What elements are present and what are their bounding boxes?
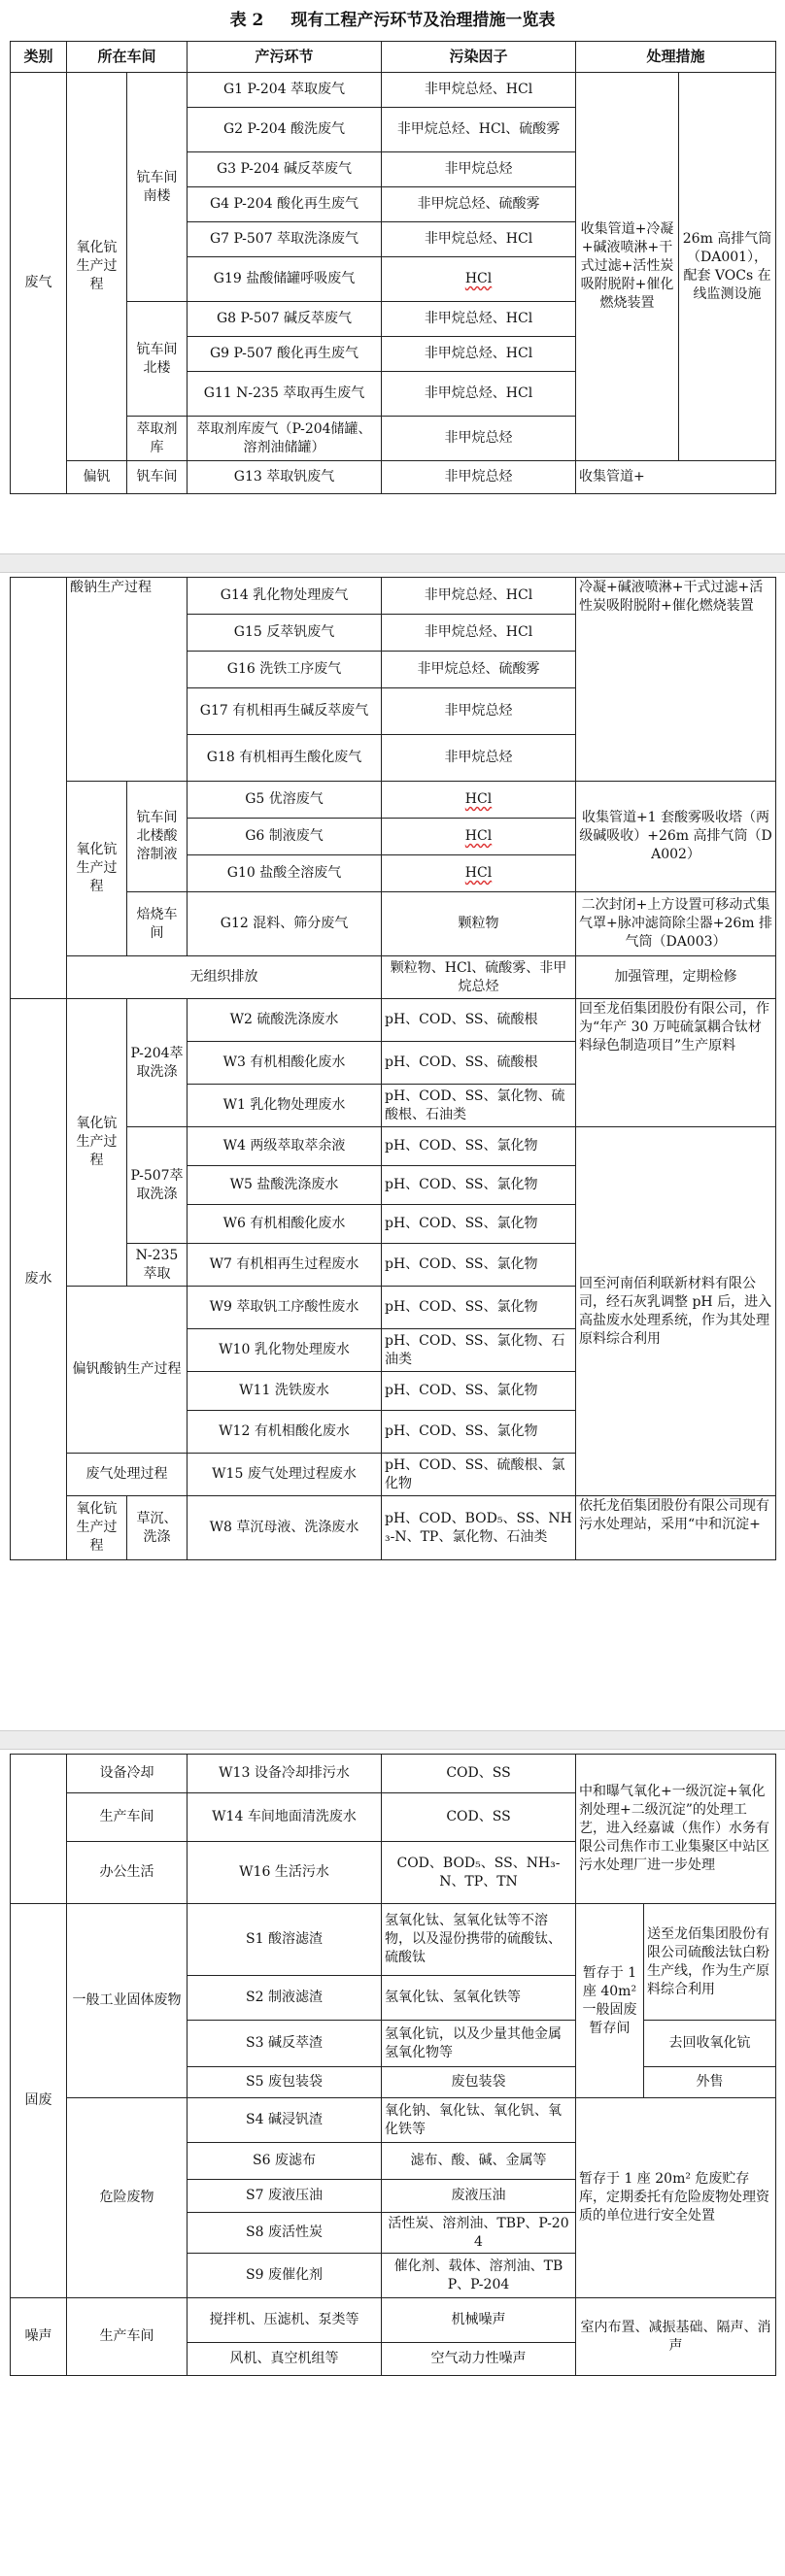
pollutant-cell: 机械噪声 [382,2298,576,2343]
pollutant-cell: 废液压油 [382,2180,576,2213]
pollutant-cell: 非甲烷总烃 [382,688,576,735]
pollutant-cell: 非甲烷总烃、HCl [382,578,576,615]
treatment-cell: 收集管道+冷凝+碱液喷淋+干式过滤+活性炭吸附脱附+催化燃烧装置 [576,73,679,461]
table-row [11,1755,776,1793]
table-title-text: 现有工程产污环节及治理措施一览表 [290,11,556,30]
source-cell: S9 废催化剂 [188,2254,382,2298]
pollutant-cell: 滤布、酸、碱、金属等 [382,2143,576,2180]
treatment-cell: 二次封闭+上方设置可移动式集气罩+脉冲滤筒除尘器+26m 排气筒（DA003） [576,892,776,956]
workshop-cell: 设备冷却 [67,1755,188,1793]
source-cell: W10 乳化物处理废水 [188,1329,382,1372]
source-cell: W2 硫酸洗涤废水 [188,999,382,1042]
pollutant-cell: 氢氧化钪，以及少量其他金属氢氧化物等 [382,2021,576,2067]
pollutant-cell: 非甲烷总烃、HCl、硫酸雾 [382,108,576,152]
table-part-1 [10,41,775,494]
source-cell: G15 反萃钒废气 [188,615,382,652]
subworkshop-cell: P-507萃取洗涤 [127,1127,188,1244]
source-cell: W5 盐酸洗涤废水 [188,1166,382,1205]
source-cell: W6 有机相酸化废水 [188,1205,382,1244]
pollutant-cell: 非甲烷总烃、HCl [382,302,576,337]
table-part-3 [10,1754,775,2376]
pollutant-cell: pH、COD、SS、硫酸根 [382,1042,576,1085]
treatment-cell: 外售 [644,2067,776,2098]
pollutant-cell: pH、COD、SS、氯化物 [382,1287,576,1329]
pollutant-cell: 非甲烷总烃 [382,461,576,494]
subworkshop-cell: 钒车间 [127,461,188,494]
pollutant-cell: 催化剂、载体、溶剂油、TBP、P-204 [382,2254,576,2298]
page-separator [0,553,785,573]
source-cell: G7 P-507 萃取洗涤废气 [188,222,382,257]
pollutant-cell: 氢氧化钛、氢氧化铁等 [382,1976,576,2021]
source-cell: S7 废液压油 [188,2180,382,2213]
category-cell [11,1755,67,1904]
source-cell: G11 N-235 萃取再生废气 [188,372,382,417]
storage-cell: 暂存于 1 座 40m² 一般固废暂存间 [576,1904,644,2098]
source-cell: S1 酸溶滤渣 [188,1904,382,1976]
treatment-cell: 回至河南佰利联新材料有限公司，经石灰乳调整 pH 后，进入高盐废水处理系统，作为其处理原料综合利用 [576,1127,776,1496]
source-cell: W7 有机相再生过程废水 [188,1244,382,1287]
source-cell: W11 洗铁废水 [188,1372,382,1411]
source-cell: G14 乳化物处理废气 [188,578,382,615]
workshop-cell: 氧化钪生产过程 [67,1496,127,1560]
table-number: 表 2 [229,11,264,30]
treatment-cell: 依托龙佰集团股份有限公司现有污水处理站，采用“中和沉淀+ [576,1496,776,1560]
header-treatment: 处理措施 [576,42,776,73]
source-cell: S6 废滤布 [188,2143,382,2180]
pollutant-cell: 非甲烷总烃 [382,152,576,187]
pollutant-cell: pH、COD、SS、氯化物 [382,1205,576,1244]
pollutant-cell: pH、COD、SS、硫酸根、氯化物 [382,1454,576,1496]
pollutant-cell: pH、COD、SS、氯化物 [382,1127,576,1166]
table-part-2 [10,577,775,1560]
pollutant-cell: pH、COD、SS、氯化物 [382,1166,576,1205]
subworkshop-cell: N-235萃取 [127,1244,188,1287]
source-cell: W16 生活污水 [188,1842,382,1904]
category-cell: 噪声 [11,2298,67,2376]
pollutant-cell: COD、SS [382,1755,576,1793]
pollutant-cell: pH、COD、SS、硫酸根 [382,999,576,1042]
table-row [11,1904,776,1976]
pollutant-cell: 氧化钠、氧化钛、氧化钒、氧化铁等 [382,2098,576,2143]
subworkshop-cell: 萃取剂库 [127,417,188,461]
source-cell: G17 有机相再生碱反萃废气 [188,688,382,735]
workshop-cell: 酸钠生产过程 [67,578,188,782]
workshop-cell: 一般工业固体废物 [67,1904,188,2098]
pollutant-cell: HCl [382,257,576,302]
pollutant-cell: COD、BOD₅、SS、NH₃-N、TP、TN [382,1842,576,1904]
table-row [11,2298,776,2343]
source-cell: G4 P-204 酸化再生废气 [188,187,382,222]
source-cell: G19 盐酸储罐呼吸废气 [188,257,382,302]
subworkshop-cell: P-204萃取洗涤 [127,999,188,1127]
pollutant-cell: pH、COD、SS、氯化物、石油类 [382,1329,576,1372]
source-cell: W9 萃取钒工序酸性废水 [188,1287,382,1329]
source-cell: G3 P-204 碱反萃废气 [188,152,382,187]
source-cell: 萃取剂库废气（P-204储罐、溶剂油储罐） [188,417,382,461]
header-category: 类别 [11,42,67,73]
source-cell: W14 车间地面清洗废水 [188,1793,382,1842]
source-cell: W3 有机相酸化废水 [188,1042,382,1085]
pollutant-cell: 氢氧化钛、氢氧化钛等不溶物，以及湿份携带的硫酸钛、硫酸钛 [382,1904,576,1976]
subworkshop-cell: 焙烧车间 [127,892,188,956]
category-cell: 固废 [11,1904,67,2298]
source-cell: G1 P-204 萃取废气 [188,73,382,108]
table-row [11,999,776,1042]
workshop-cell: 生产车间 [67,2298,188,2376]
source-cell: S4 碱浸钒渣 [188,2098,382,2143]
source-cell: G10 盐酸全溶废气 [188,855,382,892]
treatment-cell: 室内布置、减振基础、隔声、消声 [576,2298,776,2376]
source-cell: G8 P-507 碱反萃废气 [188,302,382,337]
table-row [11,782,776,819]
treatment-cell: 冷凝+碱液喷淋+干式过滤+活性炭吸附脱附+催化燃烧装置 [576,578,776,782]
pollutant-cell: 活性炭、溶剂油、TBP、P-204 [382,2213,576,2254]
treatment-cell: 暂存于 1 座 20m² 危废贮存库，定期委托有危险废物处理资质的单位进行安全处置 [576,2098,776,2298]
source-cell: G18 有机相再生酸化废气 [188,735,382,782]
treatment-cell: 收集管道+ [576,461,776,494]
table-row [11,578,776,615]
treatment-cell: 回至龙佰集团股份有限公司，作为“年产 30 万吨硫氯耦合钛材料绿色制造项目”生产原料 [576,999,776,1127]
pollutant-cell: 非甲烷总烃 [382,735,576,782]
source-cell: G9 P-507 酸化再生废气 [188,337,382,372]
category-cell [11,578,67,999]
pollutant-cell: 非甲烷总烃、硫酸雾 [382,187,576,222]
workshop-cell: 生产车间 [67,1793,188,1842]
pollutant-cell: 非甲烷总烃、HCl [382,337,576,372]
source-cell: G6 制液废气 [188,819,382,855]
pollutant-cell: COD、SS [382,1793,576,1842]
pollutant-cell: 非甲烷总烃、HCl [382,73,576,108]
pollutant-cell: pH、COD、BOD₅、SS、NH₃-N、TP、氯化物、石油类 [382,1496,576,1560]
pollutant-cell: 废包装袋 [382,2067,576,2098]
source-cell: 搅拌机、压滤机、泵类等 [188,2298,382,2343]
workshop-cell: 氧化钪生产过程 [67,73,127,461]
table-row [11,956,776,999]
workshop-cell: 氧化钪生产过程 [67,782,127,956]
page-separator [0,1730,785,1750]
pollutant-cell: 空气动力性噪声 [382,2343,576,2376]
table-row [11,2098,776,2143]
source-cell: G16 洗铁工序废气 [188,652,382,688]
category-cell: 废气 [11,73,67,494]
pollutant-cell: 非甲烷总烃、HCl [382,222,576,257]
pollutant-cell: pH、COD、SS、氯化物、硫酸根、石油类 [382,1085,576,1127]
source-cell: S5 废包装袋 [188,2067,382,2098]
source-cell: W4 两级萃取萃余液 [188,1127,382,1166]
workshop-cell: 危险废物 [67,2098,188,2298]
pollutant-cell: HCl [382,819,576,855]
source-cell: S2 制液滤渣 [188,1976,382,2021]
workshop-cell: 偏钒酸钠生产过程 [67,1287,188,1454]
source-cell: W15 废气处理过程废水 [188,1454,382,1496]
table-title [0,10,785,31]
table-row [11,73,776,108]
workshop-cell: 办公生活 [67,1842,188,1904]
pollutant-cell: pH、COD、SS、氯化物 [382,1372,576,1411]
table-row [11,461,776,494]
workshop-cell: 废气处理过程 [67,1454,188,1496]
source-cell: S8 废活性炭 [188,2213,382,2254]
pollutant-cell: 非甲烷总烃、HCl [382,372,576,417]
stack-cell: 26m 高排气筒（DA001），配套 VOCs 在线监测设施 [679,73,776,461]
pollutant-cell: 非甲烷总烃 [382,417,576,461]
pollutant-cell: 颗粒物 [382,892,576,956]
source-cell: S3 碱反萃渣 [188,2021,382,2067]
header-source: 产污环节 [188,42,382,73]
pollutant-cell: pH、COD、SS、氯化物 [382,1411,576,1454]
pollutant-cell: HCl [382,782,576,819]
source-cell: G2 P-204 酸洗废气 [188,108,382,152]
source-cell: W1 乳化物处理废水 [188,1085,382,1127]
source-cell: W13 设备冷却排污水 [188,1755,382,1793]
treatment-cell: 加强管理，定期检修 [576,956,776,999]
category-cell: 废水 [11,999,67,1560]
pollutant-cell: 非甲烷总烃、硫酸雾 [382,652,576,688]
treatment-cell: 去回收氧化钪 [644,2021,776,2067]
treatment-cell: 收集管道+1 套酸雾吸收塔（两级碱吸收）+26m 高排气筒（DA002） [576,782,776,892]
source-cell: G13 萃取钒废气 [188,461,382,494]
pollutant-cell: 颗粒物、HCl、硫酸雾、非甲烷总烃 [382,956,576,999]
treatment-cell: 中和曝气氧化+一级沉淀+氧化剂处理+二级沉淀”的处理工艺，进入经嘉诚（焦作）水务有限公司焦作市工业集聚区中站区污水处理厂进一步处理 [576,1755,776,1904]
treatment-cell: 送至龙佰集团股份有限公司硫酸法钛白粉生产线，作为生产原料综合利用 [644,1904,776,2021]
subworkshop-cell: 草沉、洗涤 [127,1496,188,1560]
header-row [11,42,776,73]
source-cell: W12 有机相酸化废水 [188,1411,382,1454]
workshop-cell: 偏钒 [67,461,127,494]
workshop-cell: 氧化钪生产过程 [67,999,127,1287]
source-cell: 无组织排放 [67,956,382,999]
table-row [11,1496,776,1560]
pollutant-cell: pH、COD、SS、氯化物 [382,1244,576,1287]
source-cell: G12 混料、筛分废气 [188,892,382,956]
source-cell: G5 优溶废气 [188,782,382,819]
source-cell: W8 草沉母液、洗涤废水 [188,1496,382,1560]
subworkshop-cell: 钪车间北楼酸溶制液 [127,782,188,892]
subworkshop-cell: 钪车间南楼 [127,73,188,302]
source-cell: 风机、真空机组等 [188,2343,382,2376]
pollutant-cell: 非甲烷总烃、HCl [382,615,576,652]
header-workshop: 所在车间 [67,42,188,73]
subworkshop-cell: 钪车间北楼 [127,302,188,417]
pollutant-cell: HCl [382,855,576,892]
header-pollutant: 污染因子 [382,42,576,73]
